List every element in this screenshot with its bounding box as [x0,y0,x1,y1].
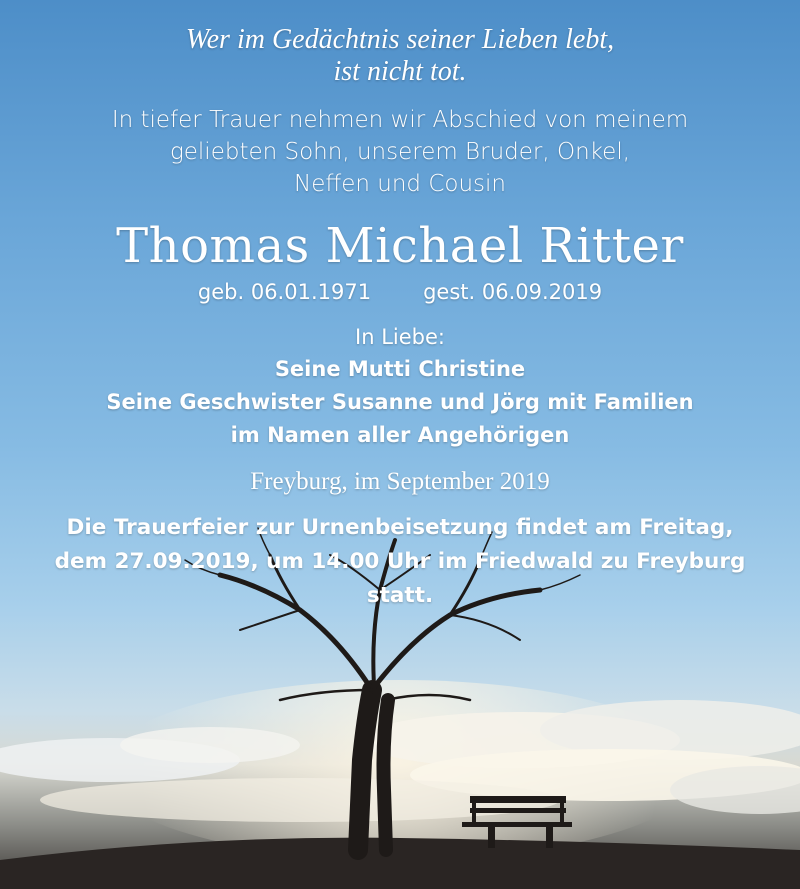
place-date: Freyburg, im September 2019 [250,468,550,495]
life-dates [0,278,800,306]
service-line-2: dem 27.09.2019, um 14.00 Uhr im Friedwald zu Freyburg [54,549,746,574]
mourners-heading: In Liebe: [355,325,445,349]
mourner-line-2: Seine Geschwister Susanne und Jörg mit Familien [106,390,694,414]
service-line-1: Die Trauerfeier zur Urnenbeisetzung findet am Freitag, [66,515,734,540]
deceased-name: Thomas Michael Ritter [116,218,684,274]
death-date: gest. 06.09.2019 [423,280,603,304]
motto-line-1: Wer im Gedächtnis seiner Lieben lebt, [185,24,615,55]
mourner-line-3: im Namen aller Angehörigen [230,423,570,447]
intro-line-2: geliebten Sohn, unserem Bruder, Onkel, [169,139,631,165]
ground [0,838,800,889]
clouds [0,680,800,860]
intro-line-3: Neffen und Cousin [294,171,506,197]
birth-date: geb. 06.01.1971 [197,280,372,304]
service-line-3: statt. [366,583,434,608]
motto-line-2: ist nicht tot. [333,56,467,87]
intro-line-1: In tiefer Trauer nehmen wir Abschied von meinem [111,107,689,133]
mourner-line-1: Seine Mutti Christine [274,357,526,381]
